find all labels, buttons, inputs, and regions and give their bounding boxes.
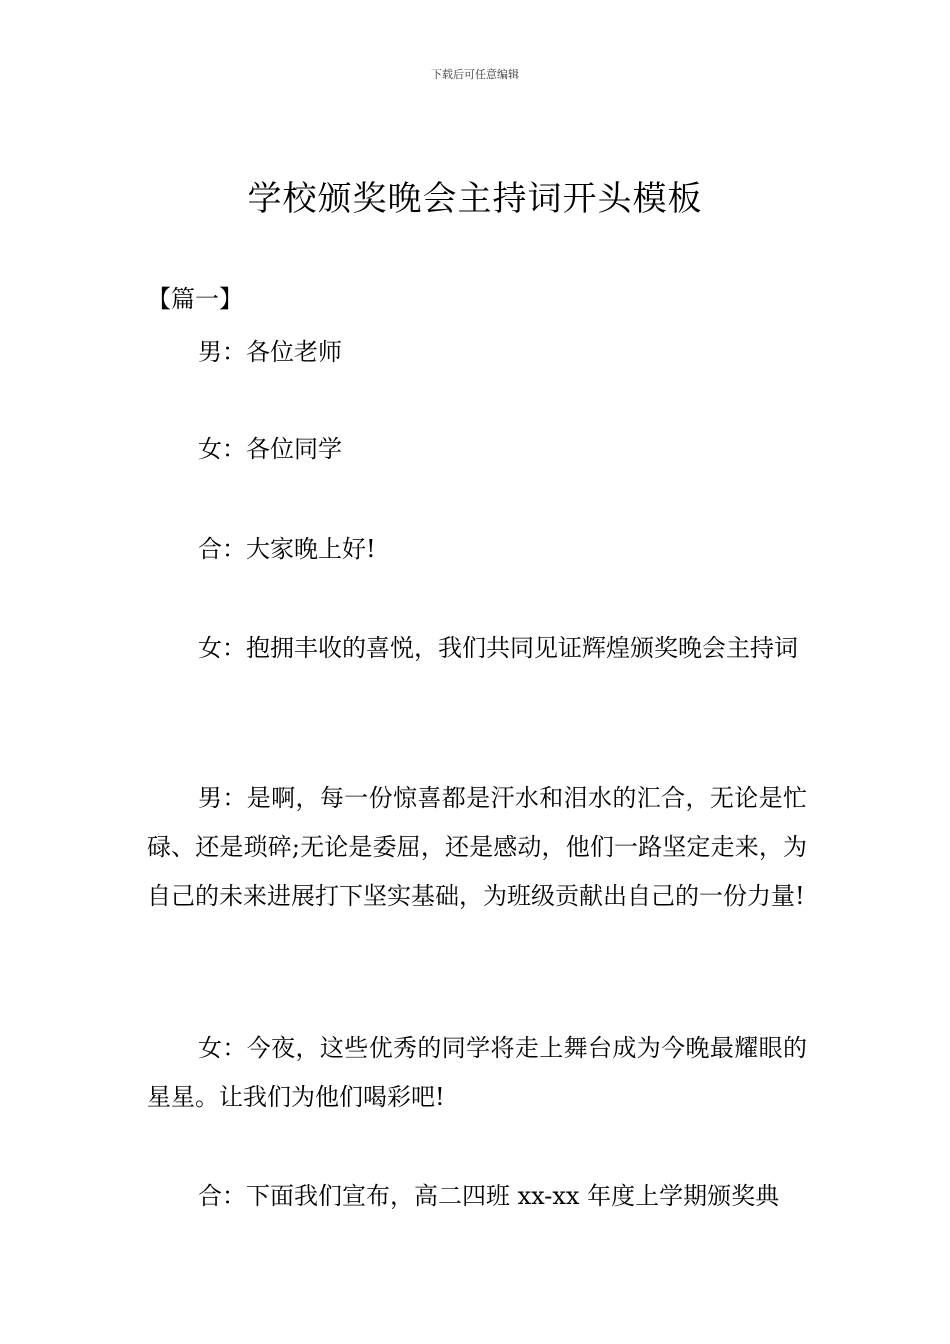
section-label: 【篇一】 (147, 285, 243, 313)
document-title: 学校颁奖晚会主持词开头模板 (247, 179, 703, 219)
paragraph-joint-greeting: 合：大家晚上好! (198, 535, 376, 563)
paragraph-male-speech: 男：是啊，每一份惊喜都是汗水和泪水的汇合，无论是忙碌、还是琐碎;无论是委屈，还是感动，他们一路坚定走来，为自己的未来进展打下坚实基础，为班级贡献出自己的一份力量! (147, 784, 807, 910)
paragraph-female-greeting: 女：各位同学 (198, 435, 342, 463)
paragraph-female-speech: 女：今夜，这些优秀的同学将走上舞台成为今晚最耀眼的星星。让我们为他们喝彩吧! (147, 1034, 807, 1111)
header-note: 下载后可任意编辑 (431, 68, 519, 81)
paragraph-female-opening: 女：抱拥丰收的喜悦，我们共同见证辉煌颁奖晚会主持词 (198, 634, 798, 662)
paragraph-male-greeting: 男：各位老师 (198, 338, 342, 366)
paragraph-joint-announcement: 合：下面我们宣布，高二四班 xx-xx 年度上学期颁奖典 (198, 1182, 780, 1210)
